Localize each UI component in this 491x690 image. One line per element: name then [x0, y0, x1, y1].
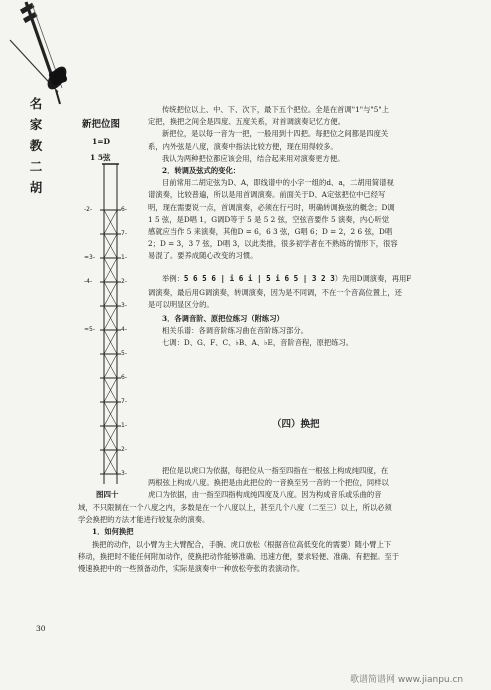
chart-right-mark: 2- — [121, 446, 127, 453]
paragraph-line: 2；D = 3，3 7 弦，D唱 3，以此类推，很多初学者在不熟练的情形下，很容 — [148, 239, 398, 249]
section-4-heading: （四）换把 — [272, 419, 320, 430]
paragraph-line: 两根弦上构成八度。换把是由此把位的一音换至另一音的一个把位，同样以 — [148, 478, 389, 488]
chart-right-mark: 3- — [121, 302, 127, 309]
paragraph-line: 学会换把的方法才能进行较复杂的演奏。 — [78, 515, 210, 525]
chart-right-mark: 1- — [121, 254, 127, 261]
paragraph-line: 域，不只限制在一个八度之内，多数是在一个八度以上，甚至几个八度（二至三）以上，所以必须 — [78, 503, 392, 512]
sidebar-char: 教 — [29, 138, 43, 153]
paragraph-line: 虎口为依据，由一指至四指构成纯四度及八度。因为构成音乐或乐曲的音 — [148, 490, 382, 500]
chart-right-mark: 1- — [121, 422, 127, 429]
paragraph-line: 换把的动作，以小臂为主大臂配合，手腕、虎口放松（根据音位高低变化的需要）随小臂上下 — [92, 539, 392, 549]
paragraph-line: 易混了。要养成随心改变的习惯。 — [148, 251, 258, 261]
sidebar-char: 家 — [29, 117, 43, 132]
chart-left-mark: -2- — [84, 206, 93, 213]
paragraph-line: 七调：D、G、F、C、♭B、A、♭E，音阶音程，原把练习。 — [162, 338, 354, 348]
sidebar-char: 名 — [29, 96, 43, 111]
paragraph-line: 移动，换把时不能任何附加动作，使换把动作能够准确、迅速方便，要求轻便、准确、有把握。至于 — [78, 551, 400, 561]
figure-caption: 图四十 — [96, 490, 119, 499]
subheading: 2．转调及弦式的变化： — [162, 166, 241, 176]
paragraph-line: 新把位，是以每一音为一把，一般用到十四把。每把位之间都是四度关 — [162, 129, 389, 139]
chart-right-mark: 7- — [121, 230, 127, 237]
section-1-title: 1．如何换把 — [92, 527, 134, 537]
example-notation: 5 6 5 6 | i 6 i | 5 i 6 5 | 3 2 3 — [183, 274, 335, 283]
page-number: 30 — [36, 624, 46, 633]
chart-right-mark: 4- — [121, 326, 127, 333]
figure-title: 新把位图 — [82, 119, 121, 130]
paragraph-line: 目前常用二胡定弦为D、A，即线谱中的小字一组的d、a，二胡用简谱视 — [162, 178, 394, 188]
main-text-top — [148, 104, 448, 263]
chart-right-mark: 6- — [121, 374, 127, 381]
paragraph-line: 把位是以虎口为依据，每把位从一指至四指在一根弦上构成纯四度，在 — [162, 466, 389, 475]
section-3 — [148, 313, 448, 350]
chart-left-mark: ≈5- — [84, 326, 96, 333]
main-text-bottom-a — [148, 465, 448, 502]
section-3-title: 3．各调音阶、原把位练习（附练习） — [162, 314, 284, 323]
chart-right-mark: 6- — [121, 206, 127, 213]
paragraph-line: 我认为两种把位都应该会用，结合起来用对演奏更方便。 — [162, 153, 345, 163]
paragraph-line: 是可以明显区分的。 — [148, 300, 214, 310]
example-continuation — [148, 287, 448, 311]
chart-right-mark: 7- — [121, 398, 127, 405]
key-label: 1=D — [92, 137, 111, 146]
paragraph-line: 谱演奏，比较普遍，所以是用首调演奏。前面关于D、A定弦把位中已经写 — [148, 190, 386, 200]
sidebar-char: 二 — [29, 159, 43, 174]
chart-right-mark: 5- — [121, 350, 127, 357]
paragraph-line: 1 5 弦，是D唱 1，G调D等于 5 是 5 2 弦，空弦音要作 5 演奏，内心听觉 — [148, 214, 390, 224]
paragraph-line: 明，现在需要说一点，首调演奏，必须在行弓时，明确转调换弦的概念；D调 — [148, 202, 395, 212]
main-text-bottom-b — [78, 502, 458, 575]
example-line — [162, 273, 411, 285]
chart-right-mark: 3- — [121, 470, 127, 477]
paragraph-line: 系，内外弦是八度，演奏中指法比较方便，现在用得较多。 — [148, 141, 338, 151]
paragraph-line: 慢速换把中的一些预备动作，实际是演奏中一种放松夸张的表演动作。 — [78, 564, 305, 574]
chart-left-mark: =3- — [84, 254, 96, 261]
paragraph-line: 调演奏，最后用G调演奏，转调演奏，因为是不同调，不在一个音高位置上，还 — [148, 288, 402, 297]
example-label: 举例： — [162, 274, 184, 283]
example-rest: ）先用D调演奏，再用F — [334, 274, 412, 283]
paragraph-line: 感就应当作 5 来演奏，其他D = 6，6 3 弦，G唱 6；D = 2，2 6 弦，D唱 — [148, 227, 393, 237]
chart-left-mark: -4- — [84, 278, 93, 285]
string-label: 1 5弦 — [90, 153, 111, 162]
paragraph-line: 定把，换把之间全是四度、五度关系，对首调演奏记忆方便。 — [148, 117, 346, 127]
chart-right-mark: 2- — [121, 278, 127, 285]
paragraph-line: 传统把位以上、中、下、次下，最下五个把位。全是在首调"1"与"5"上 — [162, 105, 390, 114]
sidebar-char: 胡 — [29, 180, 43, 195]
site-watermark: 歌谱简谱网 www.jianpu.cn — [350, 675, 464, 685]
sidebar-title — [28, 93, 44, 198]
paragraph-line: 相关乐谱：各调音阶练习曲在音阶练习部分。 — [162, 326, 308, 336]
